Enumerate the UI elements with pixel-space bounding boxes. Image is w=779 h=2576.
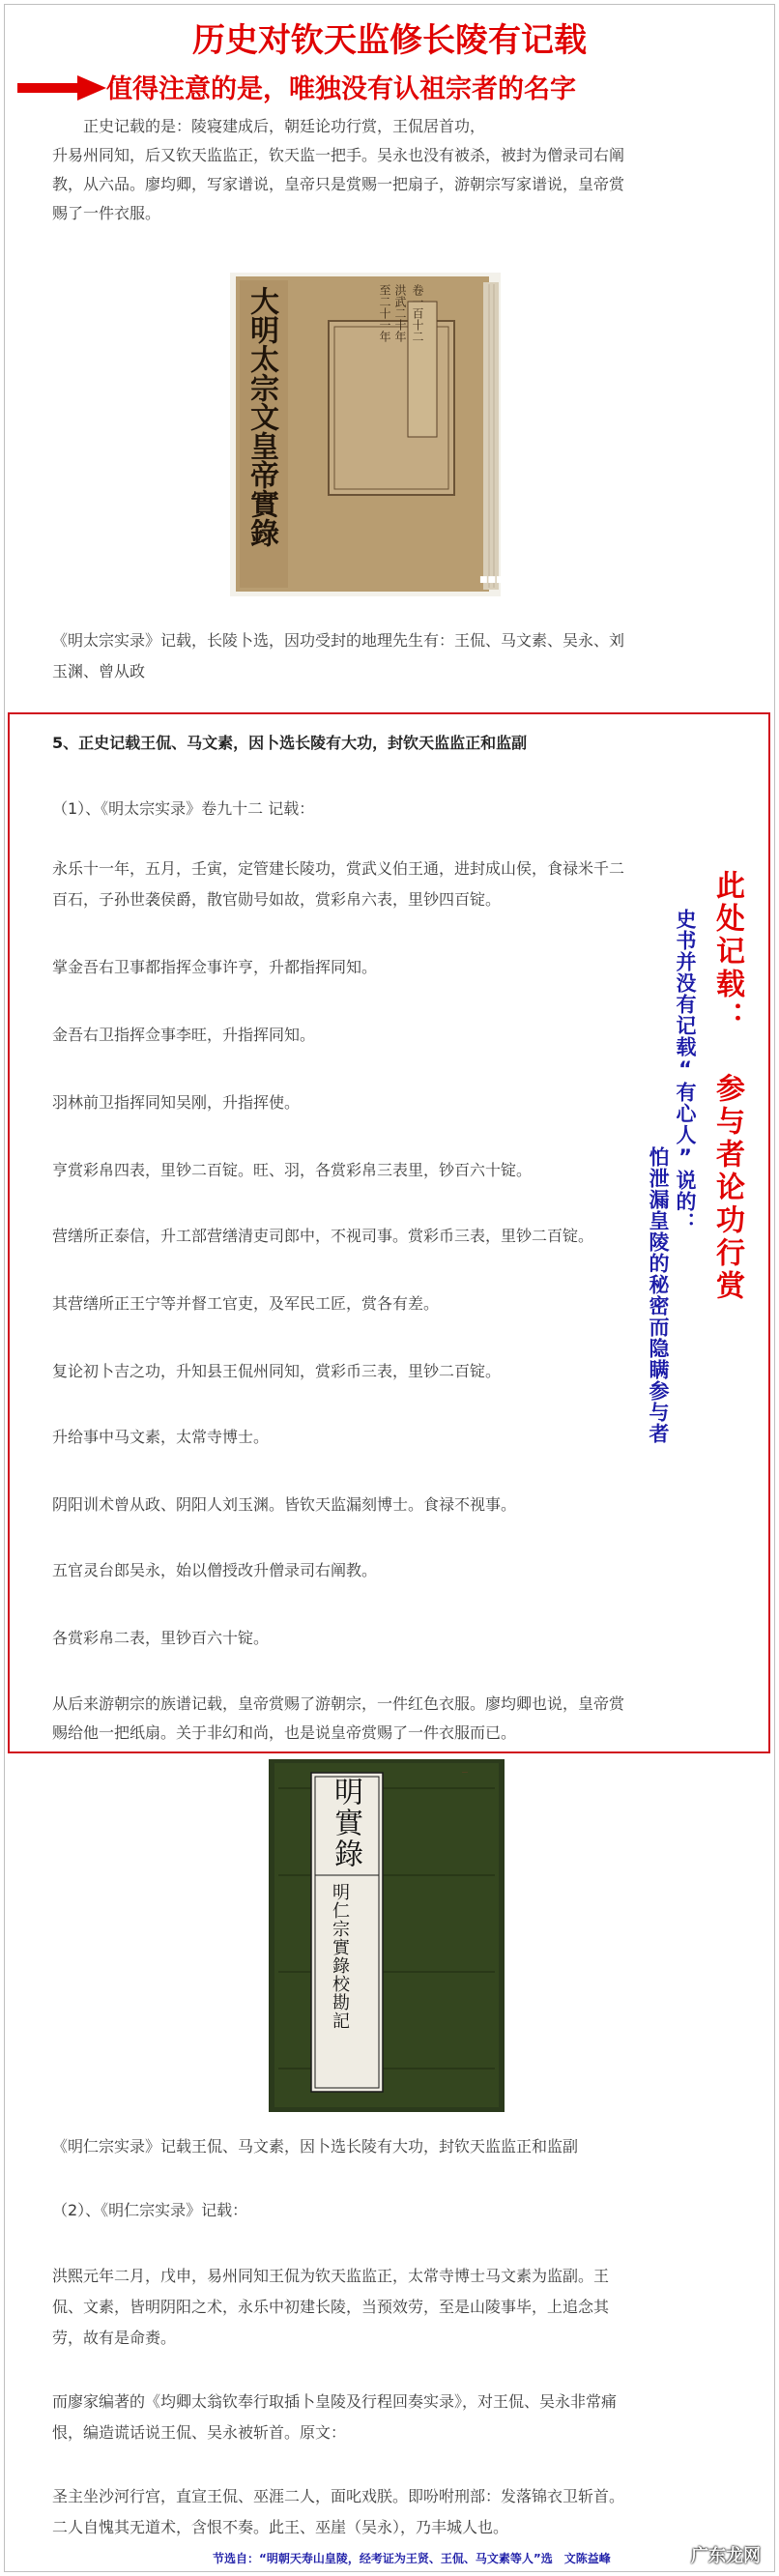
section2-paragraph: 侃、文素，皆明阴阳之术，永乐中初建长陵，当预效劳，至是山陵事毕，上追念其 <box>52 2298 610 2316</box>
ming-shilu-book-cover-image <box>269 1759 505 2112</box>
book1-label-line: 洪武二十年 <box>393 284 407 342</box>
page-subtitle: 值得注意的是，唯独没有认祖宗者的名字 <box>106 74 576 104</box>
section-paragraph: 掌金吾右卫事都指挥佥事许亨，升都指挥同知。 <box>52 958 378 976</box>
annotation-blue-column-2: 怕泄漏皇陵的秘密而隐瞒参与者 <box>647 1146 670 1444</box>
section2-paragraph: 洪熙元年二月，戊申，易州同知王侃为钦天监监正，太常寺博士马文素为监副。王 <box>52 2267 610 2285</box>
section2-paragraph: 而廖家编著的《均卿太翁钦奉行取插卜皇陵及行程回奏实录》，对王侃、吴永非常痛 <box>52 2392 618 2411</box>
book2-cover-subtitle: 明仁宗實錄校勘記 <box>330 1883 350 2030</box>
page-title: 历史对钦天监修长陵有记载 <box>192 21 587 60</box>
section2-paragraph: 劳，故有是命赉。 <box>52 2329 177 2347</box>
annotation-red-column-1: 此处记载： <box>710 870 744 1034</box>
svg-text:…: … <box>462 1768 468 1775</box>
section-paragraph: 从后来游朝宗的族谱记载，皇帝赏赐了游朝宗，一件红色衣服。廖均卿也说，皇帝赏 <box>52 1694 625 1713</box>
section2-heading: （2）、《明仁宗实录》记载： <box>52 2201 248 2219</box>
intro-line: 升易州同知，后又钦天监监正，钦天监一把手。吴永也没有被杀，被封为僧录司右阐 <box>52 146 625 164</box>
svg-text:■■■: ■■■ <box>479 575 505 585</box>
book1-label-line: 至二十一年 <box>378 284 391 342</box>
section-paragraph: 金吾右卫指挥佥事李旺，升指挥同知。 <box>52 1026 316 1044</box>
section-paragraph: 五官灵台郎吴永，始以僧授改升僧录司右阐教。 <box>52 1561 378 1579</box>
section-paragraph: 羽林前卫指挥同知吴刚，升指挥使。 <box>52 1093 301 1112</box>
book2-cover-title: 明實錄 <box>329 1777 362 1869</box>
intro-line: 正史记载的是：陵寝建成后，朝廷论功行赏，王侃居首功， <box>52 117 486 135</box>
section-paragraph: 其营缮所正王宁等并督工官吏，及军民工匠，赏各有差。 <box>52 1294 440 1313</box>
source-note: 节选自：“明朝天寿山皇陵，经考证为王贤、王侃、马文素等人”选 文陈益峰 <box>213 2552 611 2565</box>
arrow-right-icon <box>17 75 106 101</box>
section2-paragraph: 二人自愧其无道术，含恨不奏。此王、巫崖（吴永），乃丰城人也。 <box>52 2518 509 2536</box>
book1-spine-title: 大明太宗文皇帝實錄 <box>245 286 278 547</box>
annotation-red-column-2: 参与者论功行赏 <box>710 1073 744 1303</box>
intro-line: 教，从六品。廖均卿，写家谱说，皇帝只是赏赐一把扇子，游朝宗写家谱说，皇帝赏 <box>52 175 625 193</box>
section-heading: 5、正史记载王侃、马文素，因卜选长陵有大功，封钦天监监正和监副 <box>52 734 528 752</box>
section-paragraph: 永乐十一年，五月，壬寅，定管建长陵功，赏武义伯王通，进封成山侯，食禄米千二 <box>52 859 625 878</box>
section-paragraph: 亨赏彩帛四表，里钞二百锭。旺、羽，各赏彩帛三表里，钞百六十锭。 <box>52 1161 533 1179</box>
book1-label-line: 卷一百十二 <box>411 284 424 342</box>
section-paragraph: 复论初卜吉之功，升知县王侃州同知，赏彩币三表，里钞二百锭。 <box>52 1362 502 1380</box>
section2-paragraph: 圣主坐沙河行宫，直宣王侃、巫涯二人，面叱戏朕。即吩咐刑部：发落锦衣卫斩首。 <box>52 2487 625 2505</box>
caption-line: 《明太宗实录》记载，长陵卜选，因功受封的地理先生有：王侃、马文素、吴永、刘 <box>52 631 625 650</box>
section-paragraph: 升给事中马文素，太常寺博士。 <box>52 1428 270 1446</box>
caption-line: 玉渊、曾从政 <box>52 662 146 680</box>
section-paragraph: 赐给他一把纸扇。关于非幻和尚，也是说皇帝赏赐了一件衣服而已。 <box>52 1723 517 1742</box>
section-paragraph: 营缮所正泰信，升工部营缮清吏司郎中，不视司事。赏彩币三表，里钞二百锭。 <box>52 1227 594 1245</box>
section-paragraph: （1）、《明太宗实录》卷九十二 记载： <box>52 799 315 818</box>
watermark-logo: 广东龙网 <box>691 2546 761 2566</box>
intro-line: 赐了一件衣服。 <box>52 204 161 222</box>
caption-line: 《明仁宗实录》记载王侃、马文素，因卜选长陵有大功，封钦天监监正和监副 <box>52 2137 579 2156</box>
section-paragraph: 各赏彩帛二表，里钞百六十锭。 <box>52 1629 270 1647</box>
section2-paragraph: 恨，编造谎话说王侃、吴永被斩首。原文： <box>52 2423 347 2442</box>
section-paragraph: 阴阳训术曾从政、阴阳人刘玉渊。皆钦天监漏刻博士。食禄不视事。 <box>52 1495 517 1514</box>
annotation-blue-column-1: 史书并没有记载“有心人”说的： <box>674 909 697 1233</box>
section-paragraph: 百石，子孙世袭侯爵，散官勋号如故，赏彩帛六表，里钞四百锭。 <box>52 890 502 909</box>
